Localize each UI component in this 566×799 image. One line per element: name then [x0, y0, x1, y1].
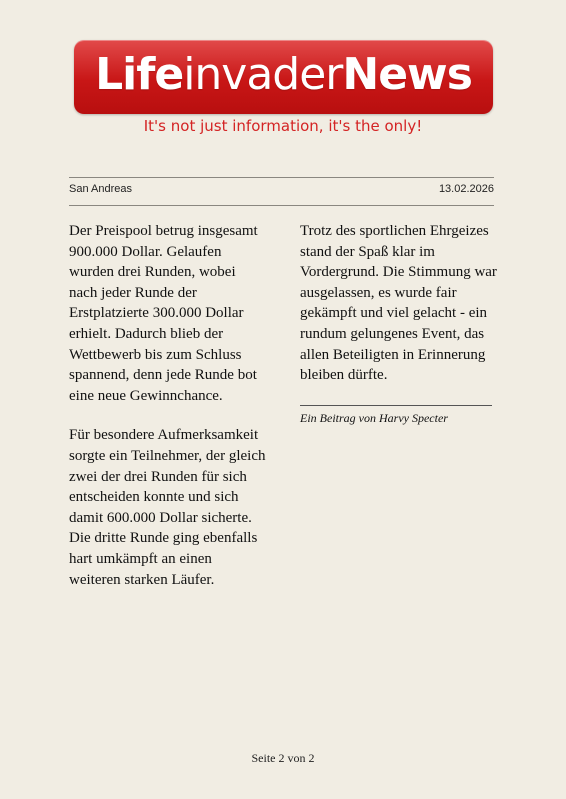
publication-date: 13.02.2026 — [438, 183, 494, 195]
page-number: Seite 2 von 2 — [251, 751, 315, 765]
author-credit: Ein Beitrag von Harvy Specter — [300, 410, 448, 425]
article-paragraph: Der Preispool betrug insgesamt 900.000 Dollar. Gelaufen wurden drei Runden, wobei nach jeder Runde der Erstplatzierte 300.000 Dollar erhielt. Dadurch blieb der Wettbewerb bis zum Schluss spannend, denn jede Runde bot eine neue Gewinnchance. — [69, 223, 258, 404]
logo-life: Life — [95, 49, 184, 100]
logo-text — [74, 44, 493, 106]
article-column-left — [69, 221, 267, 609]
logo-news: News — [342, 49, 472, 100]
signature-divider — [300, 405, 492, 406]
header-rule-top — [69, 177, 494, 178]
article-paragraph: Trotz des sportlichen Ehrgeizes stand der Spaß klar im Vordergrund. Die Stimmung war ausgelassen, es wurde fair gekämpft und viel gelacht - ein rundum gelungenes Event, das allen Beteiligten in Erinnerung bleiben dürfte. — [300, 223, 497, 384]
article-column-right — [300, 221, 498, 426]
lifeinvader-news-logo — [74, 40, 493, 114]
location: San Andreas — [69, 183, 132, 195]
logo-invader: invader — [183, 49, 343, 100]
header-rule-bottom — [69, 205, 494, 206]
tagline: It's not just information, it's the only! — [143, 117, 423, 135]
article-paragraph: Für besondere Aufmerksamkeit sorgte ein Teilnehmer, der gleich zwei der drei Runden für sich entscheiden konnte und sich damit 600.000 Dollar sicherte. Die dritte Runde ging ebenfalls hart umkämpft an einen weiteren starken Läufer. — [69, 427, 266, 588]
